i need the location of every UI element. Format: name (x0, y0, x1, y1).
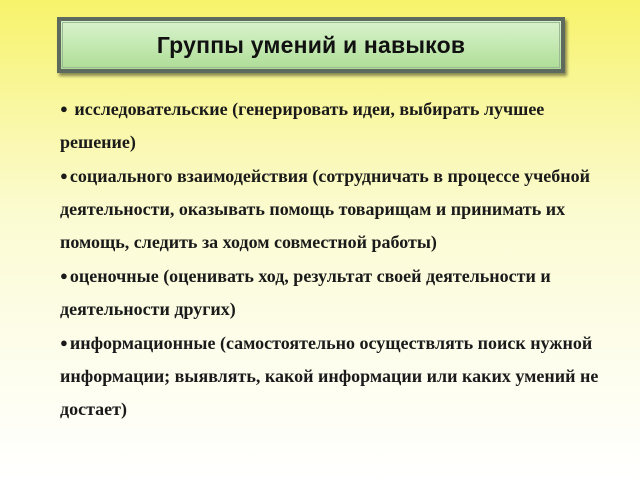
title-box (57, 17, 565, 73)
list-item-research (60, 92, 620, 159)
list-item-text: информационные (самостоятельно осуществлять поиск нужной информации; выявлять, какой информации или каких умений не достает) (60, 333, 599, 419)
list-item-informational (60, 326, 620, 426)
bullet-list (60, 92, 620, 426)
bullet-icon: ● (60, 168, 68, 183)
list-item-text: социального взаимодействия (сотрудничать в процессе учебной деятельности, оказывать помощь товарищам и принимать их помощь, следить за ходом совместной работы) (60, 166, 591, 252)
slide-title: Группы умений и навыков (156, 31, 466, 58)
list-item-evaluative (60, 259, 620, 326)
bullet-icon: ● (60, 268, 68, 283)
list-item-text: исследовательские (генерировать идеи, выбирать лучшее решение) (60, 99, 545, 152)
bullet-icon: ● (60, 101, 68, 116)
list-item-social (60, 159, 620, 259)
bullet-icon: ● (60, 335, 68, 350)
list-item-text: оценочные (оценивать ход, результат своей деятельности и деятельности других) (60, 266, 551, 319)
